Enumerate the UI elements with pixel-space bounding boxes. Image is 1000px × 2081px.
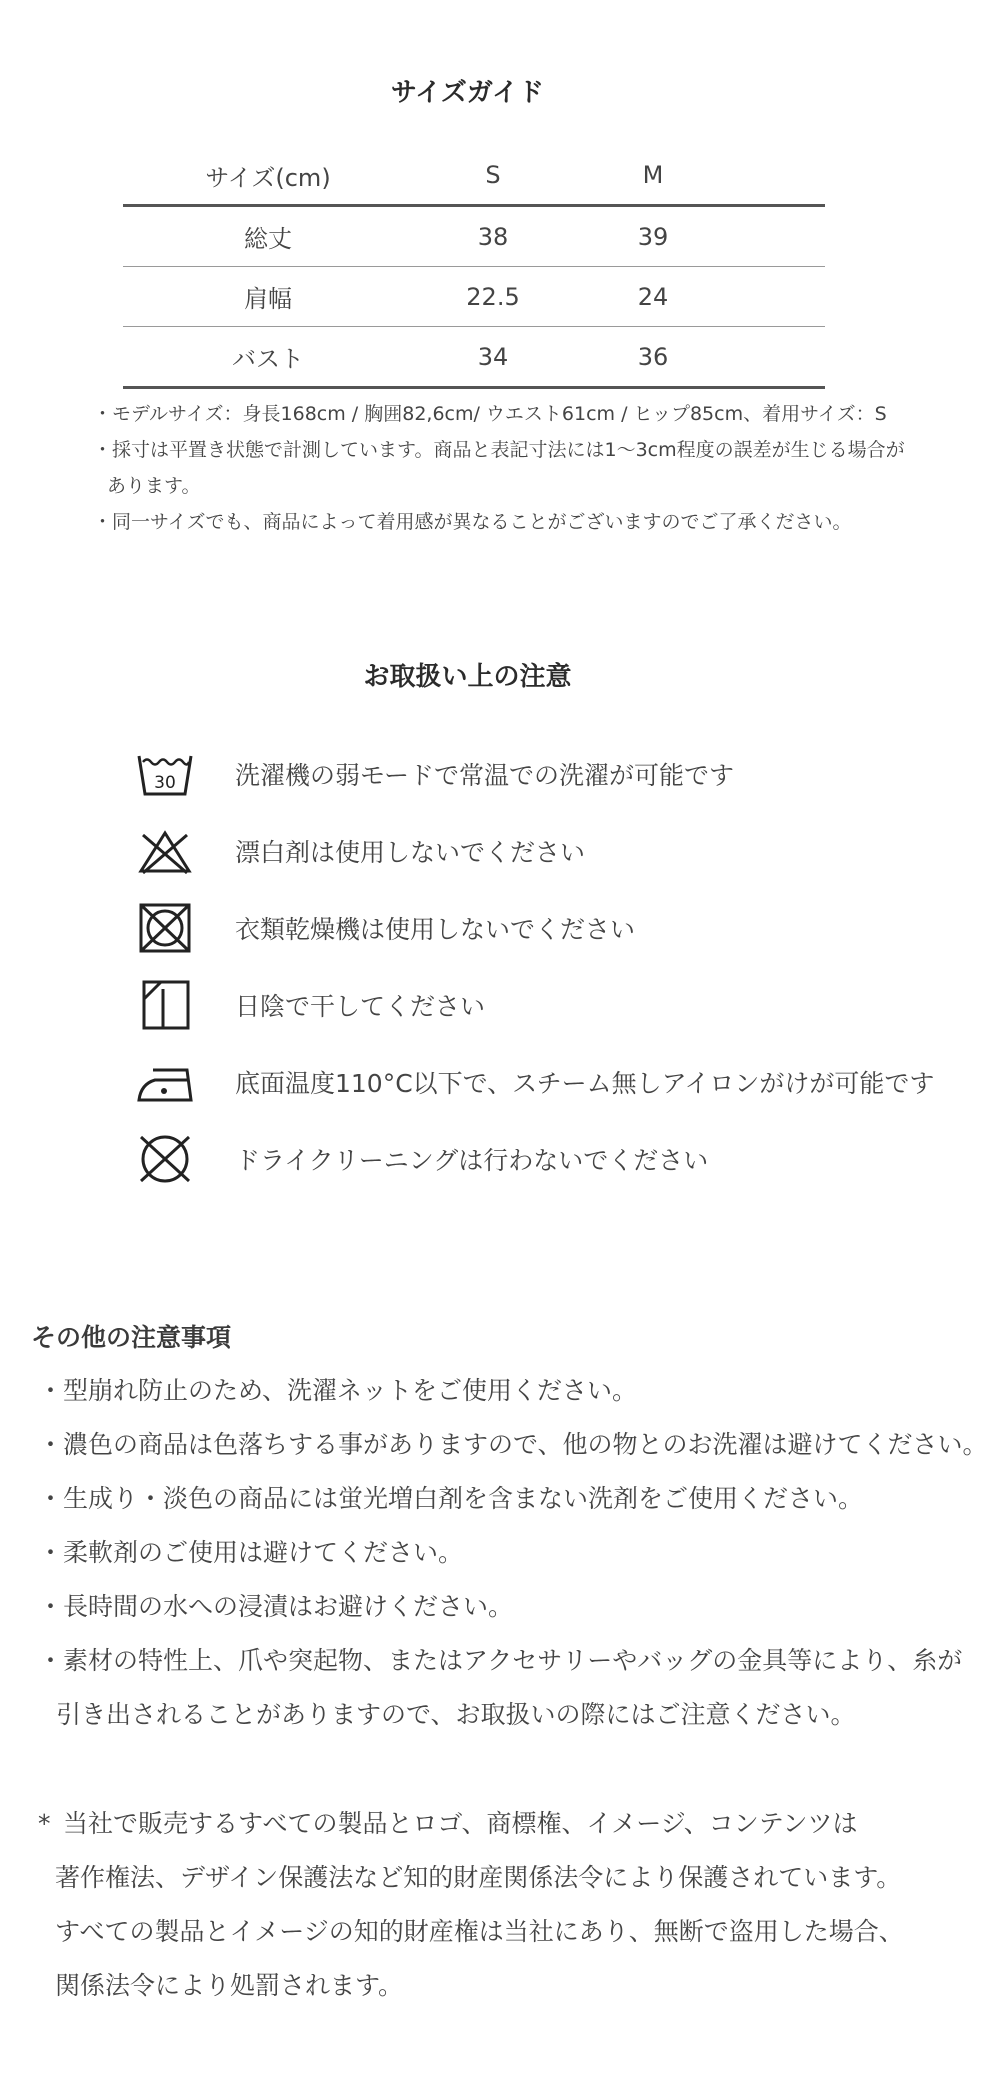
list-item: ・柔軟剤のご使用は避けてください。 bbox=[38, 1538, 464, 1567]
header-spacer bbox=[733, 146, 825, 206]
row-value-m: 24 bbox=[573, 267, 733, 327]
size-note: ・採寸は平置き状態で計測しています。商品と表記寸法には1〜3cm程度の誤差が生じる場合があります。 bbox=[93, 439, 905, 497]
legal-notice bbox=[38, 1797, 978, 2013]
row-label: バスト bbox=[123, 327, 413, 388]
care-item bbox=[133, 1043, 953, 1120]
size-table bbox=[123, 146, 825, 389]
size-note: ・モデルサイズ：身長168cm / 胸囲82,6cm/ ウエスト61cm / ヒップ85cm、着用サイズ：S bbox=[93, 403, 887, 425]
care-title: お取扱い上の注意 bbox=[363, 662, 572, 692]
header-s: S bbox=[413, 146, 573, 206]
care-text: ドライクリーニングは行わないでください bbox=[235, 1145, 709, 1175]
care-item bbox=[133, 889, 953, 966]
row-value-s: 38 bbox=[413, 207, 573, 267]
care-text: 日陰で干してください bbox=[235, 991, 486, 1021]
row-label: 総丈 bbox=[123, 207, 413, 267]
size-guide-title: サイズガイド bbox=[390, 78, 545, 108]
care-item bbox=[133, 966, 953, 1043]
wash-temp: 30 bbox=[154, 772, 176, 793]
size-notes bbox=[93, 396, 913, 540]
care-item bbox=[133, 1120, 953, 1197]
no-bleach-icon bbox=[133, 823, 197, 879]
legal-line: 関係法令により処罰されます。 bbox=[55, 1971, 404, 2000]
table-row bbox=[123, 207, 825, 267]
care-text: 漂白剤は使用しないでください bbox=[235, 837, 586, 867]
no-tumble-dry-icon bbox=[133, 900, 197, 956]
list-item: ・型崩れ防止のため、洗濯ネットをご使用ください。 bbox=[38, 1376, 638, 1405]
list-item: ・素材の特性上、爪や突起物、またはアクセサリーやバッグの金具等により、糸が bbox=[38, 1646, 963, 1675]
row-value-s: 22.5 bbox=[413, 267, 573, 327]
iron-low-icon bbox=[133, 1054, 197, 1110]
table-row bbox=[123, 327, 825, 388]
table-header-row bbox=[123, 146, 825, 206]
legal-line: すべての製品とイメージの知的財産権は当社にあり、無断で盗用した場合、 bbox=[55, 1917, 904, 1946]
legal-line: 著作権法、デザイン保護法など知的財産関係法令により保護されています。 bbox=[55, 1863, 902, 1892]
asterisk-mark: * bbox=[38, 1809, 51, 1838]
other-notes-title: その他の注意事項 bbox=[31, 1323, 232, 1352]
list-item: ・濃色の商品は色落ちする事がありますので、他の物とのお洗濯は避けてください。 bbox=[38, 1430, 988, 1459]
care-text: 底面温度110°C以下で、スチーム無しアイロンがけが可能です bbox=[235, 1068, 935, 1098]
list-item: ・長時間の水への浸漬はお避けください。 bbox=[38, 1592, 514, 1621]
list-item: ・生成り・淡色の商品には蛍光増白剤を含まない洗剤をご使用ください。 bbox=[38, 1484, 864, 1513]
care-text: 衣類乾燥機は使用しないでください bbox=[235, 914, 636, 944]
wash-30-icon bbox=[133, 746, 197, 802]
care-item bbox=[133, 735, 953, 812]
care-list bbox=[133, 735, 953, 1197]
table-row bbox=[123, 267, 825, 327]
shade-dry-icon bbox=[133, 977, 197, 1033]
row-value-m: 39 bbox=[573, 207, 733, 267]
no-dry-clean-icon bbox=[133, 1131, 197, 1187]
size-note: ・同一サイズでも、商品によって着用感が異なることがございますのでご了承ください。 bbox=[93, 511, 852, 533]
row-spacer bbox=[733, 267, 825, 327]
row-spacer bbox=[733, 207, 825, 267]
row-value-m: 36 bbox=[573, 327, 733, 388]
legal-line: 当社で販売するすべての製品とロゴ、商標権、イメージ、コンテンツは bbox=[63, 1809, 858, 1838]
header-m: M bbox=[573, 146, 733, 206]
care-item bbox=[133, 812, 953, 889]
other-notes-list bbox=[38, 1364, 998, 1742]
row-spacer bbox=[733, 327, 825, 388]
row-value-s: 34 bbox=[413, 327, 573, 388]
list-item: 引き出されることがありますので、お取扱いの際にはご注意ください。 bbox=[56, 1700, 856, 1729]
care-text: 洗濯機の弱モードで常温での洗濯が可能です bbox=[235, 760, 735, 790]
header-size-cm: サイズ(cm) bbox=[123, 146, 413, 206]
row-label: 肩幅 bbox=[123, 267, 413, 327]
